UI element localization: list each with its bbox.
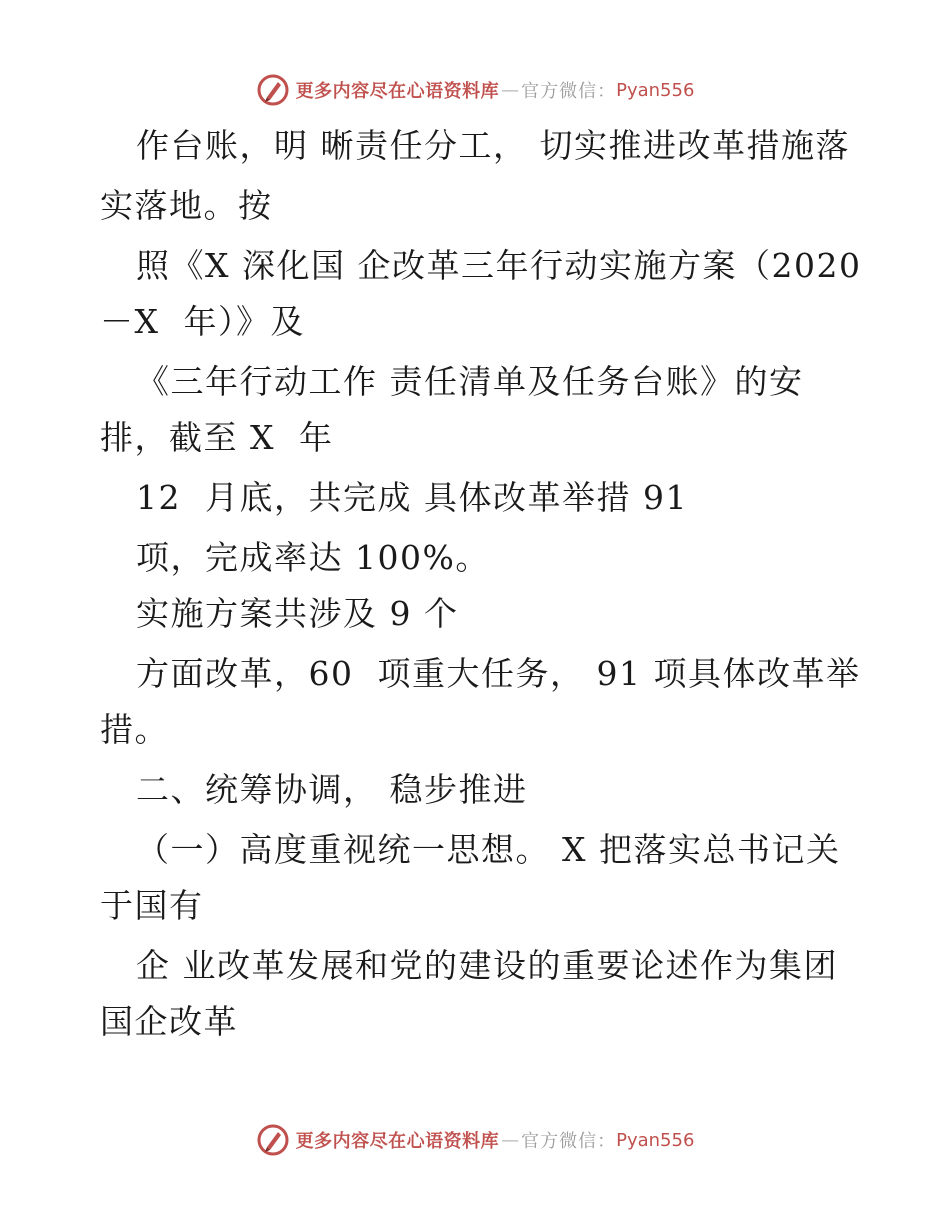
body-line: 《三年行动工作 责任清单及任务台账》的安 [136, 362, 804, 401]
body-line: 项，完成率达 100%。 [136, 538, 490, 577]
pen-logo-icon [256, 1123, 290, 1157]
body-line: －X 年）》及 [100, 302, 305, 341]
body-line: 国企改革 [100, 1002, 238, 1041]
pen-logo-icon [256, 73, 290, 107]
body-line: 实落地。按 [100, 186, 273, 225]
body-line: 实施方案共涉及 9 个 [136, 594, 459, 633]
banner-wechat-label: 官方微信： [521, 81, 617, 102]
subsection-heading: （一）高度重视统一思想。 X 把落实总书记关 [136, 830, 841, 869]
section-heading: 二、统筹协调， 稳步推进 [136, 770, 528, 809]
banner-dash: — [501, 1129, 520, 1151]
banner-dash: — [501, 79, 520, 101]
banner-wechat-label: 官方微信： [521, 1131, 617, 1152]
banner-brand: 更多内容尽在心语资料库 [295, 81, 500, 102]
banner-brand: 更多内容尽在心语资料库 [295, 1131, 500, 1152]
body-line: 排，截至 X 年 [100, 418, 334, 457]
body-line: 措。 [100, 710, 169, 749]
header-banner [0, 70, 950, 110]
banner-wechat-id: Pyan556 [616, 79, 695, 101]
body-line: 12 月底，共完成 具体改革举措 91 [136, 478, 688, 517]
banner-wechat-id: Pyan556 [616, 1129, 695, 1151]
body-line: 方面改革，60 项重大任务， 91 项具体改革举 [136, 654, 861, 693]
footer-banner [0, 1120, 950, 1160]
body-line: 企 业改革发展和党的建设的重要论述作为集团 [136, 946, 838, 985]
body-line: 作台账，明 晰责任分工， 切实推进改革措施落 [136, 126, 850, 165]
body-line: 照《X 深化国 企改革三年行动实施方案（2020 [136, 246, 862, 285]
body-line: 于国有 [100, 886, 204, 925]
